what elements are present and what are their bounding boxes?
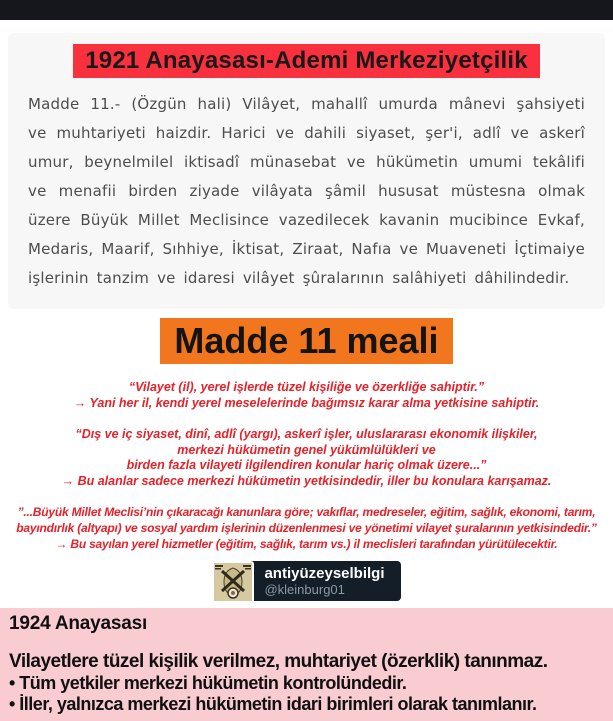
interpretation-quote: ”...Büyük Millet Meclisi’nin çıkaracağı kanunlara göre; vakıflar, medreseler, eğitim, sağlık, ekonomi, tarım,: [17, 505, 596, 519]
constitution-1924-section: [0, 608, 613, 721]
interpretation-block-3: [0, 504, 613, 552]
interpretation-explanation: → Bu sayılan yerel hizmetler (eğitim, sağlık, tarım vs.) il meclisleri tarafından yürütülecektir.: [55, 537, 558, 551]
meal-heading-wrap: [0, 318, 613, 364]
interpretation-block-2: [0, 427, 613, 489]
interpretation-quote: birden fazla vilayeti ilgilendiren konular hariç olmak üzere...”: [126, 458, 487, 472]
article-11-original-text: Madde 11.- (Özgün hali) Vilâyet, mahallî umurda mânevi şahsiyeti ve muhtariyeti haizdir. Harici ve dahili siyaset, şer'i, adlî ve askerî umur, beynelmilel iktisadî münasebat ve hükümetin umumi tekâlifi ve menafii birden ziyade vilâyata şâmil hususat müstesna olmak üzere Büyük Millet Meclisince vazedilecek kavanin mucibince Evkaf, Medaris, Maarif, Sıhhiye, İktisat, Ziraat, Nafıa ve Muaveneti İçtimaiye işlerinin tanzim ve idaresi vilâyet şûralarının salâhiyeti dâhilindedir.: [28, 95, 585, 287]
title-1921-wrap: [28, 44, 585, 78]
top-black-bar: [0, 0, 613, 20]
interpretation-block-1: [0, 380, 613, 411]
interpretation-quote: merkezi hükümetin genel yükümlülükleri ve: [177, 442, 436, 457]
constitution-1921-card: [8, 33, 605, 309]
profile-handle: @kleinburg01: [264, 582, 345, 597]
bullet-1924: • İller, yalnızca merkezi hükümetin idari birimleri olarak tanımlanır.: [9, 694, 537, 714]
interpretation-quote: “Vilayet (il), yerel işlerde tüzel kişiliğe ve özerkliğe sahiptir.”: [128, 380, 485, 394]
interpretation-quote: bayındırlık (altyapı) ve sosyal yardım işlerinin düzenlenmesi ve yönetimi vilayet şuralarının yetkisindedir.”: [16, 521, 597, 535]
interpretation-explanation: → Bu alanlar sadece merkezi hükümetin yetkisindedir, iller bu konulara karışamaz.: [61, 473, 552, 488]
statement-1924: Vilayetlere tüzel kişilik verilmez, muhtariyet (özerklik) tanınmaz.: [9, 651, 548, 672]
profile-badge[interactable]: [212, 561, 400, 601]
bullet-1924: • Tüm yetkiler merkezi hükümetin kontrolündedir.: [9, 673, 407, 693]
profile-badge-row: [0, 561, 613, 601]
profile-badge-text: [264, 565, 384, 597]
coat-of-arms-icon: [212, 561, 254, 603]
title-1924: 1924 Anayasası: [9, 613, 148, 634]
interpretation-explanation: → Yani her il, kendi yerel meselelerinde bağımsız karar alma yetkisine sahiptir.: [73, 395, 540, 410]
title-1921-highlight: 1921 Anayasası-Ademi Merkeziyetçilik: [73, 44, 540, 78]
meal-heading-highlight: Madde 11 meali: [160, 318, 452, 364]
interpretation-quote: “Dış ve iç siyaset, dinî, adlî (yargı), askerî işler, uluslararası ekonomik ilişkiler,: [75, 427, 538, 441]
profile-name: antiyüzeyselbilgi: [264, 565, 385, 582]
